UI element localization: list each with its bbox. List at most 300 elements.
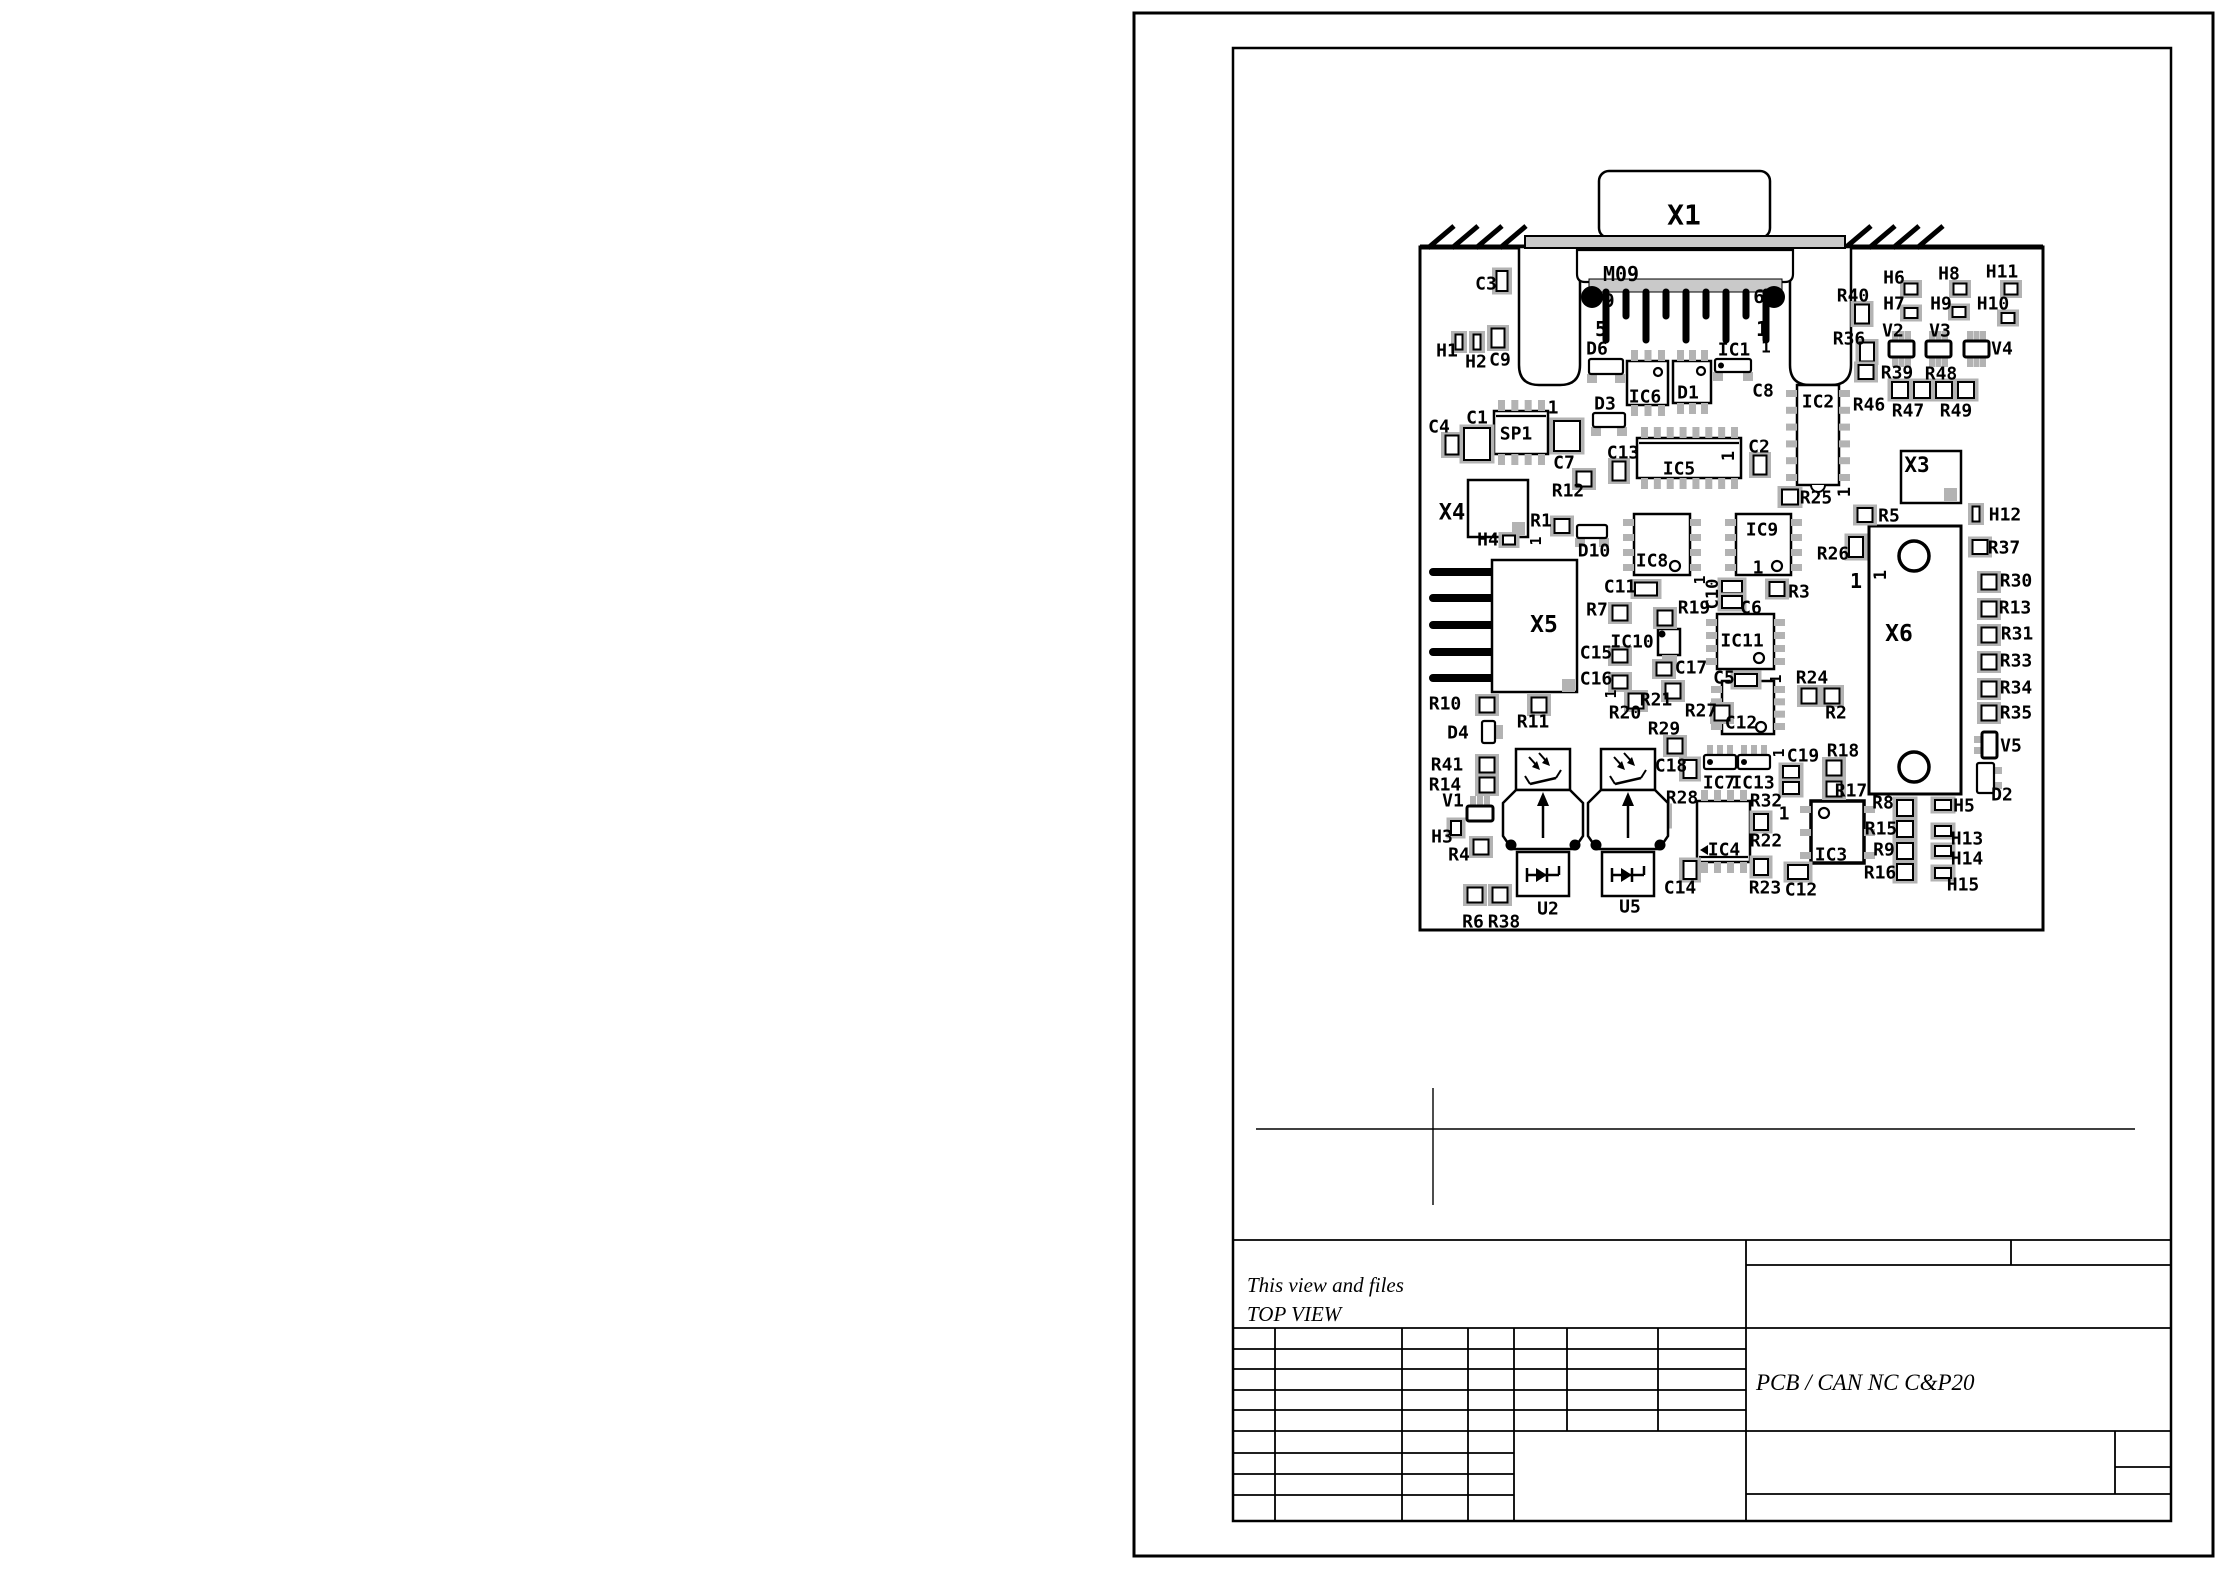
component-label-R6: R6 <box>1462 911 1484 933</box>
pkg-pin <box>1707 745 1713 755</box>
component-label-D1: D1 <box>1677 382 1699 404</box>
package-D3 <box>1593 413 1625 427</box>
smd-pad <box>1474 335 1481 350</box>
component-label-C10: C10 <box>1703 578 1723 610</box>
component-label-R11: R11 <box>1516 711 1550 733</box>
component-label-R41: R41 <box>1430 754 1464 776</box>
pkg-pad <box>1713 372 1723 381</box>
x1-mounting-lug <box>1790 247 1851 385</box>
opto-top-U5 <box>1601 749 1655 790</box>
component-label-IC11: IC11 <box>1720 630 1764 652</box>
component-label-R36: R36 <box>1832 328 1866 350</box>
ic-pin <box>1731 478 1738 489</box>
component-label-U2: U2 <box>1537 898 1559 920</box>
smd-pad <box>1613 676 1628 689</box>
ic-pin <box>1641 478 1648 489</box>
ic-pin <box>1692 427 1699 438</box>
component-label-C13: C13 <box>1606 442 1640 464</box>
pin1-ring <box>1670 561 1680 571</box>
component-label-1: 1 <box>1547 397 1559 419</box>
smd-pad <box>1953 307 1966 317</box>
ic-pin <box>1645 350 1652 361</box>
pkg-pad <box>1615 374 1625 383</box>
component-label-R33: R33 <box>1999 650 2033 672</box>
corner-pad <box>1562 679 1575 692</box>
pin1-ring <box>1697 367 1705 375</box>
x1-mounting-lug <box>1519 247 1580 385</box>
ic-pin <box>1641 427 1648 438</box>
db9-mounting-hole <box>1763 286 1785 308</box>
component-label-V5: V5 <box>2000 735 2022 757</box>
ic-pin <box>1701 403 1708 414</box>
component-label-R40: R40 <box>1836 285 1870 307</box>
component-label-R21: R21 <box>1639 689 1673 711</box>
ic-pin <box>1690 564 1701 571</box>
ic-pin <box>1791 534 1802 541</box>
component-label-R2: R2 <box>1825 702 1847 724</box>
ic-pin <box>1654 478 1661 489</box>
component-label-R14: R14 <box>1428 774 1462 796</box>
ic-pin <box>1654 427 1661 438</box>
package-V5 <box>1982 732 1997 758</box>
pin1-ring <box>1772 561 1782 571</box>
package-V3 <box>1926 341 1951 357</box>
component-label-X4: X4 <box>1438 500 1466 526</box>
component-label-1: 1 <box>1871 569 1891 581</box>
smd-pad <box>1782 490 1798 505</box>
ic-pin <box>1839 440 1850 447</box>
ic-pin <box>1786 474 1797 481</box>
component-label-V4: V4 <box>1991 338 2013 360</box>
component-label-R8: R8 <box>1872 792 1894 814</box>
pin1-ring <box>1654 368 1662 376</box>
component-label-IC13: IC13 <box>1731 772 1775 794</box>
ic-pin <box>1839 474 1850 481</box>
smd-pad <box>1474 840 1489 855</box>
ic-pin <box>1774 686 1785 693</box>
component-label-D2: D2 <box>1991 784 2013 806</box>
component-label-R26: R26 <box>1816 543 1850 565</box>
smd-pad <box>1554 421 1580 451</box>
component-label-IC2: IC2 <box>1801 391 1835 413</box>
smd-pad <box>1973 507 1980 522</box>
ic-pin <box>1511 400 1518 411</box>
component-label-C17: C17 <box>1674 657 1708 679</box>
ic-pin <box>1774 723 1785 730</box>
smd-pad <box>2002 313 2015 323</box>
component-label-X1: X1 <box>1667 198 1701 232</box>
ic-pin <box>1714 862 1721 873</box>
opto-pin-dot <box>1655 840 1666 851</box>
ic-pin <box>1725 564 1736 571</box>
smd-pad <box>1555 519 1570 533</box>
opto-pin-dot <box>1506 840 1517 851</box>
smd-pad <box>1982 706 1997 721</box>
pkg-pad <box>1587 374 1597 383</box>
pin1-ring <box>1754 653 1764 663</box>
smd-pad <box>1858 508 1873 522</box>
smd-pad <box>1684 861 1697 879</box>
component-label-R13: R13 <box>1998 597 2032 619</box>
ic-pin <box>1689 403 1696 414</box>
pkg-nub <box>1495 732 1503 739</box>
ic-pin <box>1725 519 1736 526</box>
component-label-R4: R4 <box>1448 844 1470 866</box>
component-label-C1: C1 <box>1466 407 1488 429</box>
ic-pin <box>1498 454 1505 465</box>
smd-pad <box>1783 782 1799 794</box>
ic-pin <box>1718 427 1725 438</box>
component-label-H11: H11 <box>1985 261 2019 283</box>
component-label-C2: C2 <box>1748 436 1770 458</box>
component-label-R7: R7 <box>1586 599 1608 621</box>
ic-pin <box>1705 478 1712 489</box>
component-label-R27: R27 <box>1684 700 1718 722</box>
component-label-H7: H7 <box>1883 293 1905 315</box>
smd-pad <box>1468 888 1483 903</box>
component-label-1: 1 <box>1752 557 1764 579</box>
smd-pad <box>1657 663 1672 676</box>
ic-pin <box>1800 806 1811 813</box>
ic-pin <box>1631 350 1638 361</box>
component-label-H15: H15 <box>1946 874 1980 896</box>
component-label-R46: R46 <box>1852 394 1886 416</box>
component-label-V1: V1 <box>1442 790 1464 812</box>
component-label-R38: R38 <box>1487 911 1521 933</box>
pin1-dot <box>1741 759 1747 765</box>
smd-pad <box>1754 456 1767 475</box>
pin1-dot <box>1659 631 1666 638</box>
component-label-1: 1 <box>1767 674 1785 684</box>
component-label-R30: R30 <box>1999 570 2033 592</box>
component-label-1: 1 <box>1691 575 1709 585</box>
smd-pad <box>1668 739 1683 754</box>
ic-pin <box>1774 645 1785 652</box>
ic-pin <box>1711 723 1722 730</box>
smd-pad <box>1497 271 1508 291</box>
component-label-1: 1 <box>1755 317 1769 341</box>
smd-pad <box>1735 674 1757 686</box>
smd-pad <box>1827 761 1842 776</box>
smd-pad <box>1935 800 1951 810</box>
smd-pad <box>1982 655 1997 670</box>
x6-hole <box>1899 752 1929 782</box>
component-label-R10: R10 <box>1428 693 1462 715</box>
component-label-1: 1 <box>1770 748 1788 758</box>
x6-hole <box>1899 541 1929 571</box>
smd-pad <box>1935 826 1951 836</box>
smd-pad <box>1613 462 1626 481</box>
ic-pin <box>1498 400 1505 411</box>
component-label-C4: C4 <box>1428 416 1450 438</box>
component-label-R5: R5 <box>1878 505 1900 527</box>
smd-pad <box>1849 537 1863 557</box>
ic-pin <box>1701 862 1708 873</box>
smd-pad <box>1480 778 1495 793</box>
smd-pad <box>1982 575 1997 590</box>
ic-pin <box>1774 632 1785 639</box>
ic-pin <box>1705 427 1712 438</box>
ic-pin <box>1706 658 1717 665</box>
ic-pin <box>1701 350 1708 361</box>
component-label-1: 1 <box>1835 486 1855 498</box>
component-label-C15: C15 <box>1579 642 1613 664</box>
ic-pin <box>1786 457 1797 464</box>
package-V4 <box>1964 341 1989 357</box>
ic-pin <box>1680 427 1687 438</box>
pin1-ring <box>1756 722 1766 732</box>
smd-pad <box>1788 865 1808 879</box>
package-V1 <box>1467 806 1493 821</box>
component-label-U5: U5 <box>1619 896 1641 918</box>
component-label-1: 1 <box>1849 569 1863 593</box>
component-label-X3: X3 <box>1904 453 1930 477</box>
component-label-H4: H4 <box>1477 529 1499 551</box>
pkg-pad <box>1617 427 1627 436</box>
component-label-D10: D10 <box>1577 540 1611 562</box>
component-label-R31: R31 <box>2000 623 2034 645</box>
smd-pad <box>1982 682 1997 697</box>
smd-pad <box>1802 689 1817 704</box>
ic-pin <box>1623 534 1634 541</box>
component-label-IC1: IC1 <box>1717 339 1751 361</box>
pkg-pin <box>1741 745 1747 755</box>
component-label-R37: R37 <box>1987 537 2021 559</box>
ic-pin <box>1525 454 1532 465</box>
smd-pad <box>1770 582 1785 596</box>
opto-pin-dot <box>1570 840 1581 851</box>
ic-pin <box>1839 424 1850 431</box>
component-label-H1: H1 <box>1436 340 1458 362</box>
smd-pad <box>1492 329 1505 348</box>
ic-pin <box>1689 350 1696 361</box>
pin1-ring <box>1819 808 1829 818</box>
ic-pin <box>1791 549 1802 556</box>
component-label-R19: R19 <box>1677 597 1711 619</box>
smd-pad <box>1897 800 1913 816</box>
component-label-C19: C19 <box>1786 745 1820 767</box>
ic-pin <box>1658 350 1665 361</box>
component-label-SP1: SP1 <box>1499 423 1533 445</box>
component-label-5: 5 <box>1594 317 1608 341</box>
db9-mounting-hole <box>1581 286 1603 308</box>
smd-pad <box>1722 596 1742 608</box>
component-label-R48: R48 <box>1924 363 1958 385</box>
component-label-R17: R17 <box>1834 780 1868 802</box>
smd-pad <box>1658 611 1673 626</box>
component-label-IC8: IC8 <box>1635 550 1669 572</box>
smd-pad <box>1905 308 1918 318</box>
component-label-H2: H2 <box>1465 351 1487 373</box>
component-label-R22: R22 <box>1749 830 1783 852</box>
package-D6 <box>1589 359 1623 374</box>
component-label-C14: C14 <box>1663 877 1697 899</box>
component-label-1: 1 <box>1761 337 1771 357</box>
component-label-R32: R32 <box>1749 790 1783 812</box>
ic-pin <box>1800 852 1811 859</box>
ic-pin <box>1791 519 1802 526</box>
component-label-R24: R24 <box>1795 667 1829 689</box>
smd-pad <box>1613 606 1628 621</box>
component-label-IC9: IC9 <box>1745 519 1779 541</box>
ic-pin <box>1690 519 1701 526</box>
pkg-pin <box>1717 745 1723 755</box>
smd-pad <box>1464 428 1490 460</box>
smd-pad <box>1897 821 1913 837</box>
ic-pin <box>1706 632 1717 639</box>
ic-pin <box>1706 645 1717 652</box>
ic-pin <box>1791 564 1802 571</box>
component-label-IC10: IC10 <box>1610 631 1654 653</box>
component-label-R18: R18 <box>1826 740 1860 762</box>
smd-pad <box>1503 536 1515 545</box>
component-label-C6: C6 <box>1740 597 1762 619</box>
component-label-H13: H13 <box>1950 828 1984 850</box>
smd-pad <box>1446 436 1459 455</box>
smd-pad <box>1982 628 1997 643</box>
smd-pad <box>1783 766 1799 778</box>
ic-pin <box>1511 454 1518 465</box>
component-label-C11: C11 <box>1603 576 1637 598</box>
smd-pad <box>1480 758 1495 773</box>
component-label-R49: R49 <box>1939 400 1973 422</box>
package-D4 <box>1482 721 1495 743</box>
smd-pad <box>1897 864 1913 880</box>
ic-pin <box>1740 862 1747 873</box>
component-label-IC5: IC5 <box>1662 458 1696 480</box>
titleblock-drawing-title: PCB / CAN NC C&P20 <box>1756 1370 1975 1395</box>
component-label-R1: R1 <box>1530 510 1552 532</box>
ic-pin <box>1786 390 1797 397</box>
opto-pin-dot <box>1591 840 1602 851</box>
component-label-R15: R15 <box>1864 818 1898 840</box>
component-label-IC6: IC6 <box>1628 386 1662 408</box>
pkg-pin <box>1751 745 1757 755</box>
ic-pin <box>1774 698 1785 705</box>
component-label-C16: C16 <box>1579 668 1613 690</box>
component-label-1: 1 <box>1719 450 1739 462</box>
component-label-1: 1 <box>1527 536 1545 546</box>
smd-pad <box>1754 814 1768 830</box>
ic-pin <box>1623 519 1634 526</box>
smd-pad <box>1897 843 1913 859</box>
ic-pin <box>1690 549 1701 556</box>
component-label-IC7: IC7 <box>1702 772 1736 794</box>
component-label-V3: V3 <box>1929 320 1951 342</box>
component-label-9: 9 <box>1603 290 1615 312</box>
ic-pin <box>1774 619 1785 626</box>
component-label-H12: H12 <box>1988 504 2022 526</box>
component-label-H3: H3 <box>1431 826 1453 848</box>
pkg-nub <box>1495 725 1503 732</box>
ic-pin <box>1690 534 1701 541</box>
component-label-R23: R23 <box>1748 877 1782 899</box>
component-label-C3: C3 <box>1475 273 1497 295</box>
smd-pad <box>1935 846 1951 856</box>
component-label-R29: R29 <box>1647 718 1681 740</box>
smd-pad <box>1532 698 1547 713</box>
smd-pad <box>1493 888 1508 903</box>
ic-pin <box>1839 457 1850 464</box>
titleblock-note-line-2: TOP VIEW <box>1247 1302 1342 1326</box>
component-label-R47: R47 <box>1891 400 1925 422</box>
ic-pin <box>1623 549 1634 556</box>
component-label-C8: C8 <box>1752 380 1774 402</box>
smd-pad <box>1855 305 1869 324</box>
package-D10 <box>1577 525 1607 538</box>
component-label-C9: C9 <box>1489 349 1511 371</box>
opto-top-U2 <box>1516 749 1570 790</box>
ic-pin <box>1538 400 1545 411</box>
ic-pin <box>1538 454 1545 465</box>
component-label-R35: R35 <box>1999 702 2033 724</box>
component-label-H14: H14 <box>1950 848 1984 870</box>
component-label-X6: X6 <box>1885 621 1913 647</box>
ic-pin <box>1839 407 1850 414</box>
component-label-H8: H8 <box>1938 263 1960 285</box>
pkg-pin <box>1727 745 1733 755</box>
smd-pad <box>1480 698 1495 713</box>
component-label-1: 1 <box>1602 689 1620 699</box>
pkg-nub <box>1994 767 2002 774</box>
ic-pin <box>1786 407 1797 414</box>
component-label-R34: R34 <box>1999 677 2033 699</box>
component-label-H9: H9 <box>1930 293 1952 315</box>
ic-pin <box>1667 427 1674 438</box>
ic-pin <box>1706 619 1717 626</box>
smd-pad <box>1859 365 1874 379</box>
component-label-R12: R12 <box>1551 480 1585 502</box>
x1-flange <box>1525 236 1845 248</box>
ic-pin <box>1692 478 1699 489</box>
component-label-IC3: IC3 <box>1814 844 1848 866</box>
pin1-dot <box>1707 759 1713 765</box>
smd-pad <box>1973 540 1988 554</box>
component-label-R3: R3 <box>1788 581 1810 603</box>
component-label-6: 6 <box>1753 286 1765 308</box>
pin1-dot <box>1718 363 1724 369</box>
ic-pin <box>1677 403 1684 414</box>
corner-pad <box>1944 488 1957 501</box>
ic-pin <box>1525 400 1532 411</box>
component-label-D3: D3 <box>1594 393 1616 415</box>
smd-pad <box>1892 382 1908 398</box>
smd-pad <box>1722 581 1742 593</box>
component-label-R28: R28 <box>1665 787 1699 809</box>
component-label-M09: M09 <box>1602 262 1640 286</box>
component-label-R25: R25 <box>1799 487 1833 509</box>
component-label-D6: D6 <box>1586 338 1608 360</box>
smd-pad <box>1982 602 1997 617</box>
component-label-R9: R9 <box>1873 839 1895 861</box>
component-label-1: 1 <box>1778 803 1790 825</box>
ic-pin <box>1727 862 1734 873</box>
component-label-D4: D4 <box>1447 722 1469 744</box>
component-label-R16: R16 <box>1863 862 1897 884</box>
ic-pin <box>1774 658 1785 665</box>
pkg-pad <box>1591 427 1601 436</box>
component-label-R20: R20 <box>1608 702 1642 724</box>
component-label-R39: R39 <box>1880 362 1914 384</box>
ic-pin <box>1786 424 1797 431</box>
component-label-IC4: IC4 <box>1707 839 1741 861</box>
titleblock-note-line-1: This view and files <box>1247 1273 1404 1297</box>
ic-pin <box>1680 478 1687 489</box>
ic-pin <box>1725 534 1736 541</box>
ic-pin <box>1725 549 1736 556</box>
component-label-C18: C18 <box>1654 755 1688 777</box>
component-label-V2: V2 <box>1882 320 1904 342</box>
